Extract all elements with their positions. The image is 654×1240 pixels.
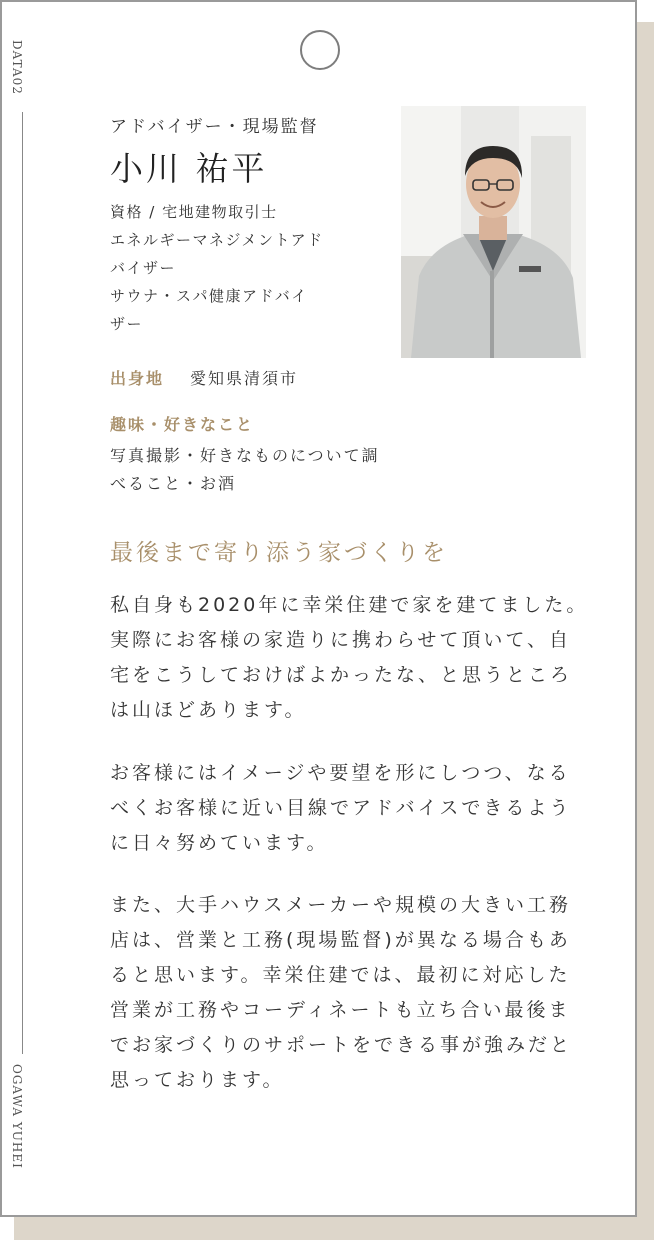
side-divider-line (22, 112, 23, 1054)
hobby-value: 写真撮影・好きなものについて調べること・お酒 (110, 446, 380, 493)
birthplace-value: 愛知県清須市 (190, 369, 299, 388)
message-paragraph-3: また、大手ハウスメーカーや規模の大きい工務店は、営業と工務(現場監督)が異なる場合もあると思います。幸栄住建では、最初に対応した営業が工務やコーディネートも立ち合い最後までお家づくりのサポートをできる事が強みだと思っております。 (110, 894, 573, 1091)
message-paragraph-2: お客様にはイメージや要望を形にしつつ、なるべくお客様に近い目線でアドバイスできるように日々努めています。 (110, 762, 572, 854)
birthplace-row (110, 366, 298, 389)
staff-photo (401, 106, 586, 358)
qualification-line: エネルギーマネジメントアド (110, 231, 324, 249)
hobby-label: 趣味・好きなこと (110, 415, 255, 434)
qualification-line: サウナ・スパ健康アドバイ (110, 287, 308, 305)
message-paragraph-1: 私自身も2020年に幸栄住建で家を建てました。実際にお客様の家造りに携わらせて頂いて、自宅をこうしておけばよかったな、と思うところは山ほどあります。 (110, 594, 589, 721)
role-title: アドバイザー・現場監督 (110, 117, 319, 137)
qualification-line: ザー (110, 315, 144, 333)
qualification-line: バイザー (110, 259, 177, 277)
staff-name: 小川 祐平 (110, 149, 268, 188)
qualifications (110, 198, 372, 338)
birthplace-label: 出身地 (110, 369, 165, 388)
name-romaji: OGAWA YUHEI (10, 1064, 24, 1169)
side-label-bottom (10, 1064, 36, 1184)
message-heading: 最後まで寄り添う家づくりを (110, 540, 448, 566)
side-label-top (10, 40, 36, 110)
card-hole (300, 30, 340, 70)
qualification-line: 資格 / 宅地建物取引士 (110, 203, 278, 221)
data-number: DATA02 (10, 40, 24, 95)
